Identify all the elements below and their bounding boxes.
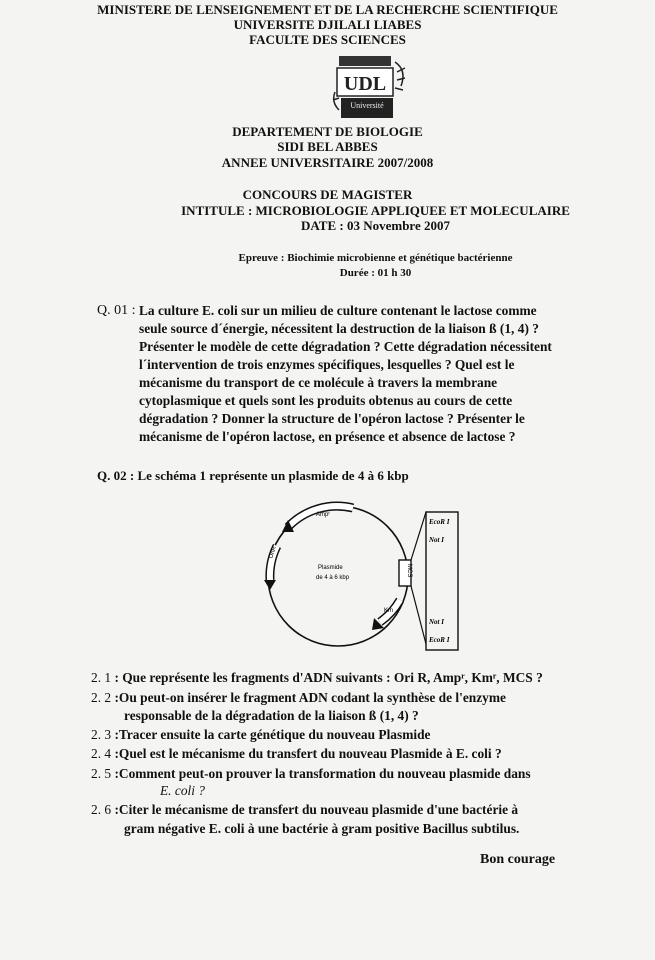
subquestion-number: 2. 6	[91, 802, 112, 817]
contest-title: INTITULE : MICROBIOLOGIE APPLIQUEE ET MOLECULAIRE	[181, 203, 570, 218]
university-heading: UNIVERSITE DJILALI LIABES	[233, 17, 422, 32]
subquestion-text: E. coli ?	[160, 783, 205, 798]
ministry-heading: MINISTERE DE LENSEIGNEMENT ET DE LA RECHERCHE SCIENTIFIQUE	[97, 2, 558, 17]
question-1-line: mécanisme du transport de ce molécule à travers la membrane	[139, 375, 498, 390]
subquestion-2-1	[91, 669, 543, 686]
subquestion-2-5	[91, 765, 531, 782]
question-1-line: seule source d´énergie, nécessitent la destruction de la liaison ß (1, 4) ?	[139, 321, 539, 336]
mcs-expansion-box	[426, 512, 458, 650]
contest-heading: CONCOURS DE MAGISTER	[242, 187, 413, 202]
subquestion-2-2-cont	[124, 707, 419, 724]
question-1-line: dégradation ? Donner la structure de l'opéron lactose ? Présenter le	[139, 411, 525, 426]
logo-subtext: Université	[350, 101, 384, 110]
department-heading: DEPARTEMENT DE BIOLOGIE	[232, 124, 423, 139]
subquestion-text: :Comment peut-on prouver la transformation du nouveau plasmide dans	[114, 766, 531, 781]
subquestion-text: responsable de la dégradation de la liaison ß (1, 4) ?	[124, 708, 419, 723]
city-heading: SIDI BEL ABBES	[277, 139, 378, 154]
subquestion-text: :Ou peut-on insérer le fragment ADN codant la synthèse de l'enzyme	[114, 690, 506, 705]
subquestion-number: 2. 1	[91, 670, 112, 685]
academic-year: ANNEE UNIVERSITAIRE 2007/2008	[221, 155, 434, 170]
subquestion-text: : Que représente les fragments d'ADN suivants : Ori R, Ampʳ, Kmʳ, MCS ?	[114, 670, 543, 685]
question-1-line: Présenter le modèle de cette dégradation ? Cette dégradation nécessitent	[139, 339, 552, 354]
site-label: EcoR I	[429, 518, 450, 526]
subquestion-text: gram négative E. coli à une bactérie à gram positive Bacillus subtilus.	[124, 821, 520, 836]
plasmid-diagram	[258, 494, 474, 657]
exam-duration: Durée : 01 h 30	[339, 267, 412, 279]
subquestion-number: 2. 2	[91, 690, 112, 705]
university-logo	[331, 52, 413, 122]
subquestion-2-5-cont	[160, 782, 205, 799]
subquestion-text: :Citer le mécanisme de transfert du nouveau plasmide d'une bactérie à	[114, 802, 519, 817]
site-label: EcoR I	[429, 636, 450, 644]
subquestion-text: :Tracer ensuite la carte génétique du nouveau Plasmide	[114, 727, 431, 742]
plasmid-center-line2: de 4 à 6 kbp	[316, 575, 350, 581]
km-label: Km	[384, 608, 393, 614]
question-1-line: La culture E. coli sur un milieu de culture contenant le lactose comme	[139, 303, 537, 318]
subquestion-2-6	[91, 801, 518, 818]
subquestion-number: 2. 4	[91, 746, 112, 761]
question-1-label: Q. 01 :	[97, 303, 136, 318]
mcs-label: MCS	[406, 564, 412, 578]
plasmid-center-line1: Plasmide	[318, 565, 343, 571]
orir-label: OriR	[268, 545, 279, 560]
question-1-text	[139, 302, 624, 446]
question-2-text: Q. 02 : Le schéma 1 représente un plasmide de 4 à 6 kbp	[97, 468, 409, 483]
question-1-line: mécanisme de l'opéron lactose, en présence et absence de lactose ?	[139, 429, 516, 444]
subquestion-2-4	[91, 745, 502, 762]
faculty-heading: FACULTE DES SCIENCES	[249, 32, 406, 47]
logo-text: UDL	[343, 73, 387, 95]
subquestion-2-6-cont	[124, 820, 519, 837]
subquestion-2-3	[91, 726, 430, 743]
subquestion-text: :Quel est le mécanisme du transfert du nouveau Plasmide à E. coli ?	[114, 746, 502, 761]
question-1-line: l´intervention de trois enzymes spécifiques, lesquelles ? Quel est le	[139, 357, 515, 372]
site-label: Not I	[429, 536, 444, 544]
amp-label: Ampʳ	[316, 512, 330, 518]
subquestion-number: 2. 3	[91, 727, 112, 742]
exam-date: DATE : 03 Novembre 2007	[300, 218, 450, 233]
subquestion-2-2	[91, 689, 506, 706]
closing-text: Bon courage	[480, 852, 556, 867]
subquestion-number: 2. 5	[91, 766, 112, 781]
question-1-line: cytoplasmique et quels sont les produits obtenus au cours de cette	[139, 393, 513, 408]
exam-subject: Epreuve : Biochimie microbienne et génétique bactérienne	[238, 252, 513, 264]
site-label: Not I	[429, 618, 444, 626]
